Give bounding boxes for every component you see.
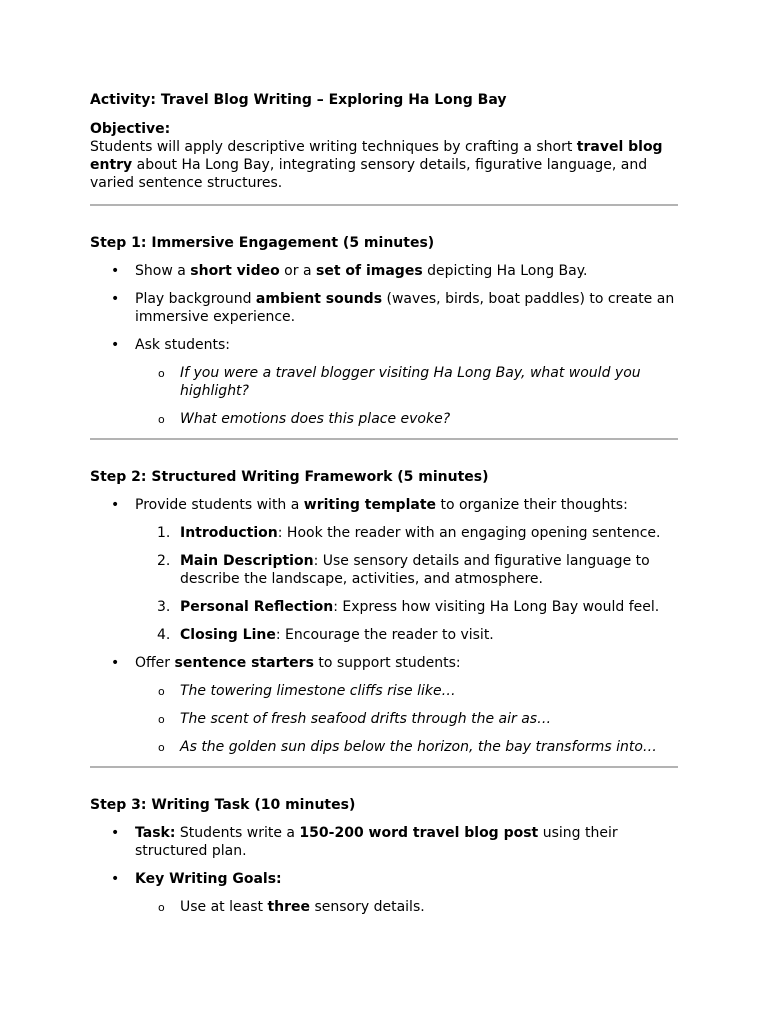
bullet-icon: • [111,263,120,279]
text: : Express how visiting Ha Long Bay would feel. [333,599,660,615]
bold-text: Main Description [180,553,314,569]
bold-text: three [267,899,311,915]
bullet-icon: • [111,825,120,841]
item-number: 1. [157,525,171,541]
sub-bullet-icon: o [158,713,165,726]
list-item [90,654,678,756]
objective-bold-1: travel blog entry [90,139,663,173]
text: Students write a [175,825,300,841]
goal-list [135,898,678,916]
bold-text: sentence starters [174,655,314,671]
bullet-icon: • [111,497,120,513]
bullet-icon: • [111,655,120,671]
sub-bullet-icon: o [158,413,165,426]
item-number: 4. [157,627,171,643]
sub-bullet-icon: o [158,367,165,380]
text: or a [279,263,316,279]
numbered-item [135,598,678,616]
list-item [90,870,678,916]
list-item [90,824,678,860]
text: Show a [135,263,191,279]
numbered-item [135,524,678,542]
objective-text-2: about Ha Long Bay, integrating sensory details, figurative language, and varied sentence structures. [90,157,648,191]
question-text: If you were a travel blogger visiting Ha Long Bay, what would you highlight? [180,365,641,399]
starter-text: As the golden sun dips below the horizon, the bay transforms into… [180,739,657,755]
bold-text: Closing Line [180,627,276,643]
starter-list [135,682,678,756]
numbered-item [135,552,678,588]
section-divider [90,438,678,440]
sub-list-item [135,738,678,756]
step-1-list [90,262,678,428]
sub-list-item [135,898,678,916]
objective-text-1: Students will apply descriptive writing techniques by crafting a short [90,139,577,155]
step-2-list [90,496,678,756]
step-3-heading: Step 3: Writing Task (10 minutes) [90,797,356,813]
text: depicting Ha Long Bay. [422,263,588,279]
list-item [90,336,678,428]
item-number: 3. [157,599,171,615]
bullet-icon: • [111,337,120,353]
text: (waves, birds, boat paddles) to create an immersive experience. [135,291,675,325]
numbered-item [135,626,678,644]
text: Use at least [180,899,268,915]
text: Provide students with a [135,497,304,513]
sub-bullet-icon: o [158,901,165,914]
question-text: What emotions does this place evoke? [180,411,451,427]
bold-text: Key Writing Goals: [135,871,282,887]
list-item [90,496,678,644]
text: Ask students: [135,337,230,353]
sub-list-item [135,682,678,700]
text: : Use sensory details and figurative language to describe the landscape, activities, and atmosphere. [180,553,650,587]
sub-bullet-icon: o [158,741,165,754]
document-body [90,91,678,926]
template-steps [135,524,678,644]
bold-text: Personal Reflection [180,599,334,615]
step-2-heading: Step 2: Structured Writing Framework (5 minutes) [90,469,489,485]
item-number: 2. [157,553,171,569]
bullet-icon: • [111,871,120,887]
text: : Encourage the reader to visit. [275,627,494,643]
bold-text: set of images [315,263,423,279]
sub-list-item [135,364,678,400]
bold-text: writing template [303,497,437,513]
activity-title: Activity: Travel Blog Writing – Exploring Ha Long Bay [90,92,507,108]
bold-text: short video [190,263,280,279]
step-1-heading: Step 1: Immersive Engagement (5 minutes) [90,235,435,251]
text: to support students: [313,655,461,671]
step-3-list [90,824,678,916]
sub-list-item [135,410,678,428]
objective-label: Objective: [90,121,171,137]
bullet-icon: • [111,291,120,307]
bold-text: 150-200 word travel blog post [299,825,539,841]
bold-text: Introduction [180,525,278,541]
sub-bullet-icon: o [158,685,165,698]
text: : Hook the reader with an engaging opening sentence. [277,525,661,541]
text: Play background [135,291,256,307]
list-item [90,262,678,280]
list-item [90,290,678,326]
bold-text: Task: [135,825,176,841]
text: Offer [135,655,175,671]
text: using their structured plan. [135,825,618,859]
sub-list-item [135,710,678,728]
question-list [135,364,678,428]
bold-text: ambient sounds [255,291,383,307]
starter-text: The scent of fresh seafood drifts through the air as… [180,711,552,727]
text: sensory details. [310,899,425,915]
section-divider [90,204,678,206]
text: to organize their thoughts: [436,497,628,513]
section-divider [90,766,678,768]
starter-text: The towering limestone cliffs rise like… [180,683,456,699]
objective-text [90,138,678,192]
